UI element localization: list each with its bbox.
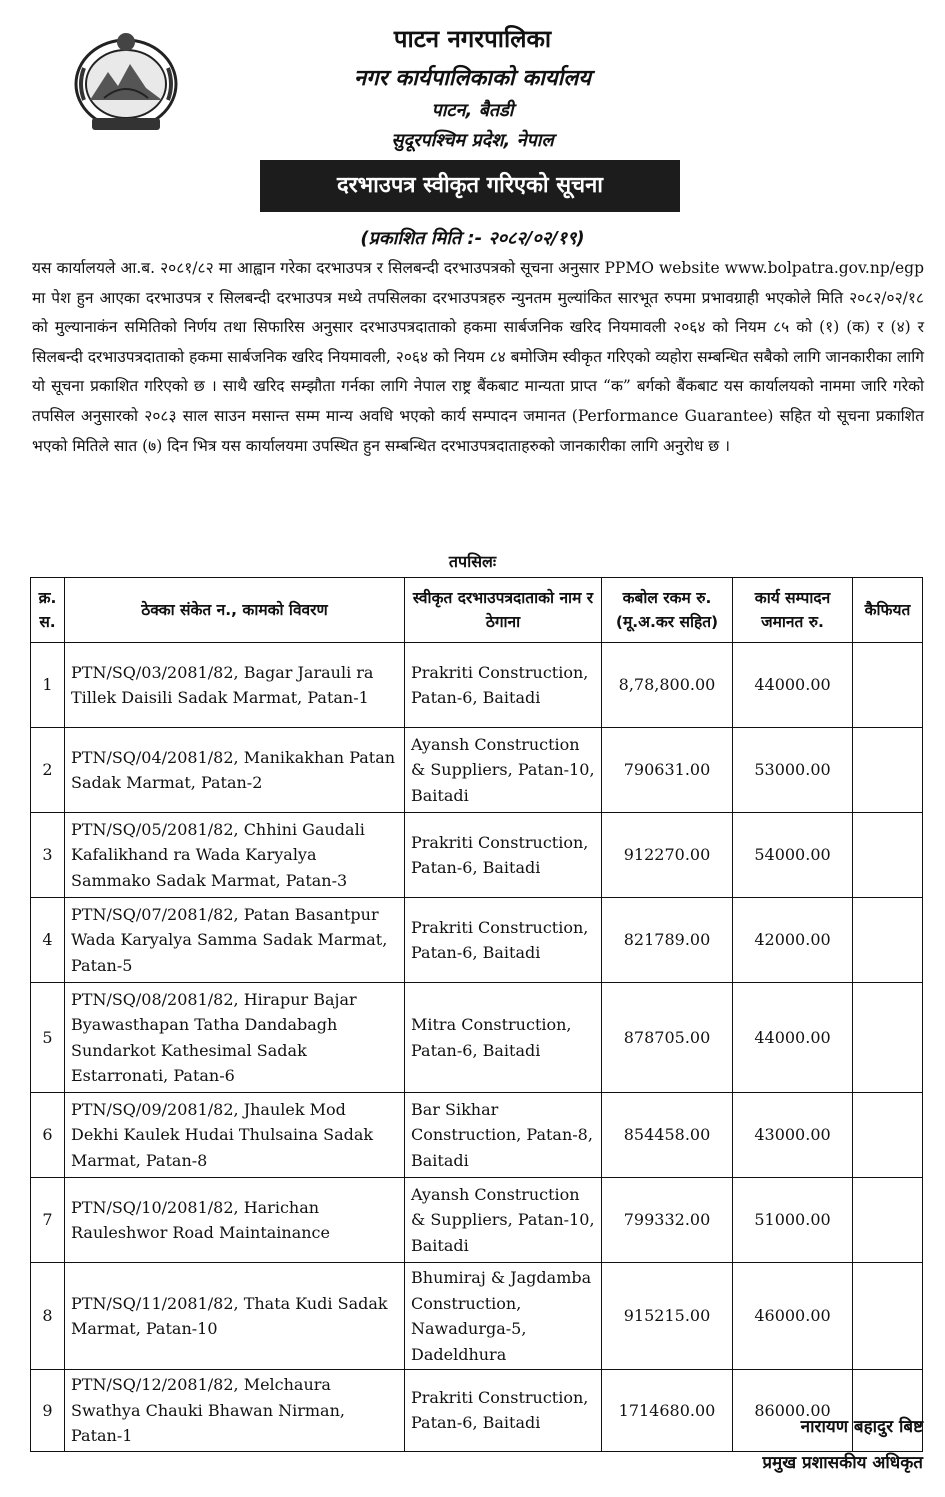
published-date: (प्रकाशित मिति :- २०८२/०२/१९) xyxy=(360,228,585,249)
cell-sn: 9 xyxy=(31,1370,65,1452)
cell-amount: 854458.00 xyxy=(602,1093,733,1178)
province-name: सुदूरपश्चिम प्रदेश, नेपाल xyxy=(391,130,554,151)
cell-sn: 3 xyxy=(31,813,65,898)
cell-sn: 7 xyxy=(31,1178,65,1263)
cell-guarantee: 54000.00 xyxy=(733,813,853,898)
cell-bidder: Bar Sikhar Construction, Patan-8, Baitadi xyxy=(405,1093,602,1178)
cell-amount: 799332.00 xyxy=(602,1178,733,1263)
notice-title: दरभाउपत्र स्वीकृत गरिएको सूचना xyxy=(260,160,680,212)
table-row xyxy=(31,643,923,728)
table-row xyxy=(31,728,923,813)
cell-remarks xyxy=(853,1370,923,1452)
table-caption: तपसिलः xyxy=(448,552,497,571)
cell-sn: 2 xyxy=(31,728,65,813)
cell-guarantee: 51000.00 xyxy=(733,1178,853,1263)
approved-bids-table xyxy=(30,577,923,1452)
cell-amount: 1714680.00 xyxy=(602,1370,733,1452)
table-row xyxy=(31,1093,923,1178)
cell-bidder: Prakriti Construction, Patan-6, Baitadi xyxy=(405,1370,602,1452)
cell-remarks xyxy=(853,983,923,1093)
cell-guarantee: 53000.00 xyxy=(733,728,853,813)
cell-remarks xyxy=(853,728,923,813)
cell-remarks xyxy=(853,643,923,728)
cell-description: PTN/SQ/07/2081/82, Patan Basantpur Wada Karyalya Samma Sadak Marmat, Patan-5 xyxy=(65,898,405,983)
office-name: नगर कार्यपालिकाको कार्यालय xyxy=(354,66,591,91)
cell-amount: 790631.00 xyxy=(602,728,733,813)
table-row xyxy=(31,1370,923,1452)
cell-remarks xyxy=(853,1093,923,1178)
cell-guarantee: 44000.00 xyxy=(733,983,853,1093)
cell-sn: 8 xyxy=(31,1263,65,1370)
municipality-name: पाटन नगरपालिका xyxy=(393,25,552,53)
cell-guarantee: 42000.00 xyxy=(733,898,853,983)
header-description: ठेक्का संकेत न., कामको विवरण xyxy=(65,578,405,643)
office-location: पाटन, बैतडी xyxy=(431,100,514,121)
cell-bidder: Mitra Construction, Patan-6, Baitadi xyxy=(405,983,602,1093)
cell-amount: 821789.00 xyxy=(602,898,733,983)
cell-sn: 1 xyxy=(31,643,65,728)
table-header-row xyxy=(31,578,923,643)
table-row xyxy=(31,983,923,1093)
cell-sn: 5 xyxy=(31,983,65,1093)
cell-description: PTN/SQ/03/2081/82, Bagar Jarauli ra Tillek Daisili Sadak Marmat, Patan-1 xyxy=(65,643,405,728)
signatory-designation: प्रमुख प्रशासकीय अधिकृत xyxy=(762,1453,923,1473)
cell-amount: 8,78,800.00 xyxy=(602,643,733,728)
header-bidder: स्वीकृत दरभाउपत्रदाताको नाम र ठेगाना xyxy=(405,578,602,643)
cell-amount: 915215.00 xyxy=(602,1263,733,1370)
cell-amount: 912270.00 xyxy=(602,813,733,898)
cell-guarantee: 46000.00 xyxy=(733,1263,853,1370)
cell-remarks xyxy=(853,898,923,983)
cell-description: PTN/SQ/11/2081/82, Thata Kudi Sadak Marmat, Patan-10 xyxy=(65,1263,405,1370)
cell-guarantee: 44000.00 xyxy=(733,643,853,728)
cell-bidder: Prakriti Construction, Patan-6, Baitadi xyxy=(405,813,602,898)
cell-bidder: Bhumiraj & Jagdamba Construction, Nawadurga-5, Dadeldhura xyxy=(405,1263,602,1370)
header-remarks: कैफियत xyxy=(853,578,923,643)
cell-description: PTN/SQ/08/2081/82, Hirapur Bajar Byawasthapan Tatha Dandabagh Sundarkot Kathesimal Sadak Estarronati, Patan-6 xyxy=(65,983,405,1093)
table-row xyxy=(31,1178,923,1263)
cell-sn: 4 xyxy=(31,898,65,983)
notice-paragraph: यस कार्यालयले आ.ब. २०८१/८२ मा आह्वान गरेका दरभाउपत्र र सिलबन्दी दरभाउपत्रको सूचना अनुसार PPMO website www.bolpatra.gov.np/egp मा पेश हुन आएका दरभाउपत्र र सिलबन्दी दरभाउपत्र मध्ये तपसिलका दरभाउपत्रहरु न्युनतम मुल्यांकित सारभूत रुपमा प्रभावग्राही भएकोले मिति २०८२/०२/१८ को मुल्यानाकंन समितिको निर्णय तथा सिफारिस अनुसार दरभाउपत्रदाताको हकमा सार्बजनिक खरिद नियमावली २०६४ को नियम ८५ को (१) (क) र (४) र सिलबन्दी दरभाउपत्रदाताको हकमा सार्बजनिक खरिद नियमावली, २०६४ को नियम ८४ बमोजिम स्वीकृत गरिएको व्यहोरा सम्बन्धित सबैको लागि जानकारीका लागि यो सूचना प्रकाशित गरिएको छ । साथै खरिद सम्झौता गर्नका लागि नेपाल राष्ट्र बैंकबाट मान्यता प्राप्त “क” बर्गको बैंकबाट यस कार्यालयको नाममा जारि गरेको तपसिल अनुसारको २०८३ साल साउन मसान्त सम्म मान्य अवधि भएको कार्य सम्पादन जमानत (Performance Guarantee) सहित यो सूचना प्रकाशित भएको मितिले सात (७) दिन भित्र यस कार्यालयमा उपस्थित हुन सम्बन्धित दरभाउपत्रदाताहरुको जानकारीका लागि अनुरोध छ । xyxy=(32,259,924,455)
cell-description: PTN/SQ/10/2081/82, Harichan Rauleshwor Road Maintainance xyxy=(65,1178,405,1263)
notice-body xyxy=(32,254,924,461)
cell-amount: 878705.00 xyxy=(602,983,733,1093)
cell-remarks xyxy=(853,1263,923,1370)
header-sn: क्र. स. xyxy=(31,578,65,643)
table-row xyxy=(31,898,923,983)
cell-description: PTN/SQ/12/2081/82, Melchaura Swathya Chauki Bhawan Nirman, Patan-1 xyxy=(65,1370,405,1452)
cell-description: PTN/SQ/05/2081/82, Chhini Gaudali Kafalikhand ra Wada Karyalya Sammako Sadak Marmat, Patan-3 xyxy=(65,813,405,898)
cell-description: PTN/SQ/04/2081/82, Manikakhan Patan Sadak Marmat, Patan-2 xyxy=(65,728,405,813)
signatory-name: नारायण बहादुर बिष्ट xyxy=(800,1417,923,1437)
cell-bidder: Ayansh Construction & Suppliers, Patan-10, Baitadi xyxy=(405,728,602,813)
header-amount: कबोल रकम रु. (मू.अ.कर सहित) xyxy=(602,578,733,643)
cell-guarantee: 86000.00 xyxy=(733,1370,853,1452)
header-guarantee: कार्य सम्पादन जमानत रु. xyxy=(733,578,853,643)
cell-remarks xyxy=(853,813,923,898)
cell-bidder: Prakriti Construction, Patan-6, Baitadi xyxy=(405,643,602,728)
cell-remarks xyxy=(853,1178,923,1263)
table-row xyxy=(31,813,923,898)
cell-sn: 6 xyxy=(31,1093,65,1178)
table-row xyxy=(31,1263,923,1370)
cell-bidder: Ayansh Construction & Suppliers, Patan-10, Baitadi xyxy=(405,1178,602,1263)
cell-bidder: Prakriti Construction, Patan-6, Baitadi xyxy=(405,898,602,983)
cell-description: PTN/SQ/09/2081/82, Jhaulek Mod Dekhi Kaulek Hudai Thulsaina Sadak Marmat, Patan-8 xyxy=(65,1093,405,1178)
cell-guarantee: 43000.00 xyxy=(733,1093,853,1178)
